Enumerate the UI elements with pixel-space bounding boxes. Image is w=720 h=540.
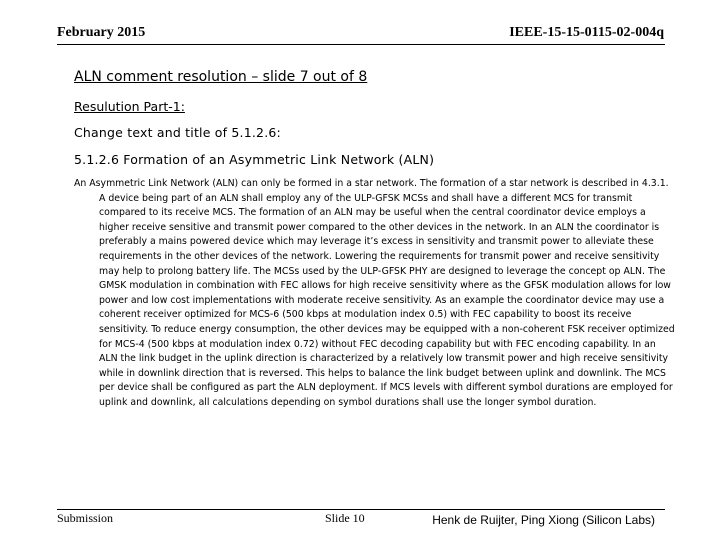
- section-heading: 5.1.2.6 Formation of an Asymmetric Link Network (ALN): [74, 152, 435, 167]
- body-paragraph: An Asymmetric Link Network (ALN) can only be formed in a star network. The formation of a star network is described in 4.3.1. A device being part of an ALN shall employ any of the ULP-GFSK MCSs and shall have a different MCS for transmit compared to its receive MCS. The formation of an ALN may be useful when the central coordinator device employs a higher receive sensitive and transmit power compared to the other devices in the network. In an ALN the coordinator is preferably a mains powered device which may leverage it’s excess in sensitivity and transmit power to alleviate these requirements in the other devices of the network. Lowering the requirements for transmit power and receive sensitivity may help to prolong battery life. The MCSs used by the ULP-GFSK PHY are designed to leverage the concept op ALN. The GMSK modulation in combination with FEC allows for high receive sensitivity where as the GFSK modulation allows for low power and low cost implementations with moderate receive sensitivity. As an example the coordinator device may use a coherent receiver optimized for MCS-6 (500 kbps at modulation index 0.5) with FEC capability to boost its receive sensitivity. To reduce energy consumption, the other devices may be equipped with a non-coherent FSK receiver optimized for MCS-4 (500 kbps at modulation index 0.72) without FEC decoding capability but with FEC encoding capability. In an ALN the link budget in the uplink direction is characterized by a relatively low transmit power and high receive sensitivity while in downlink direction that is reversed. This helps to balance the link budget between uplink and downlink. The MCS per device shall be configured as part the ALN deployment. If MCS levels with different symbol durations are employed for uplink and downlink, all calculations depending on symbol durations shall use the longer symbol duration.: [74, 178, 675, 408]
- footer-slide-number: Slide 10: [325, 511, 365, 525]
- footer-divider: [57, 509, 665, 510]
- change-instruction: Change text and title of 5.1.2.6:: [74, 125, 281, 140]
- footer-submission: Submission: [57, 511, 114, 525]
- slide-title: ALN comment resolution – slide 7 out of 8: [74, 69, 368, 85]
- header-date: February 2015: [57, 25, 146, 40]
- part-heading: Resulution Part-1:: [74, 99, 185, 114]
- header-divider: [57, 44, 665, 45]
- header-doc-id: IEEE-15-15-0115-02-004q: [509, 25, 664, 40]
- footer-authors: Henk de Ruijter, Ping Xiong (Silicon Labs): [432, 513, 655, 527]
